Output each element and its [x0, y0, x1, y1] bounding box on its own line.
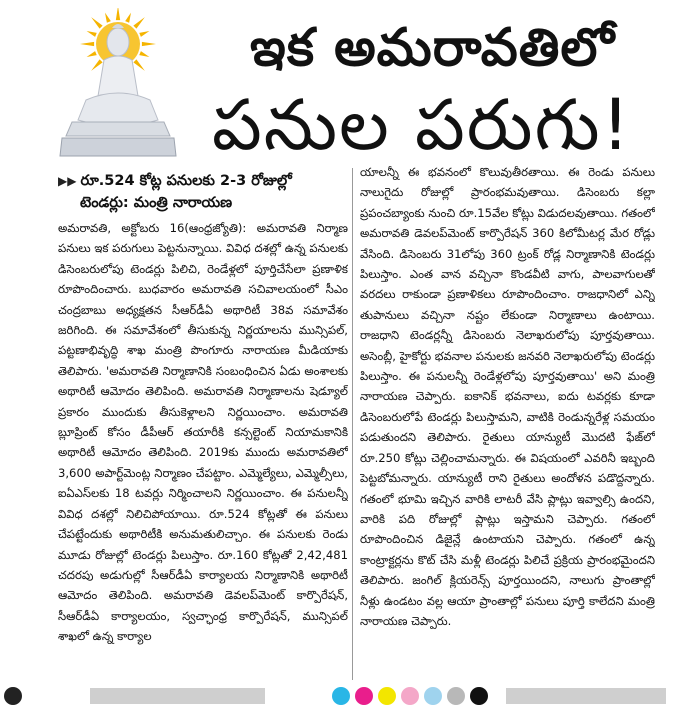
column-divider	[352, 168, 353, 680]
subheadline	[58, 170, 348, 214]
registration-dot	[470, 687, 488, 705]
registration-dot	[424, 687, 442, 705]
article-column-left: అమరావతి, అక్టోబరు 16(ఆంధ్రజ్యోతి): అమరావతి నిర్మాణ పనులు ఇక పరుగులు పెట్టనున్నాయి. వివిధ దశల్లో ఉన్న పనులకు డిసెంబరులోపు టెండర్లు పిలిచి, రెండేళ్లలో పూర్తిచేసేలా ప్రణాళిక రూపొందించారు. బుధవారం అమరావతి సచివాలయంలో సీఎం చంద్రబాబు అధ్యక్షతన సీఆర్‌డీఏ అథారిటీ 38వ సమావేశం జరిగింది. ఈ సమావేశంలో తీసుకున్న నిర్ణయాలను మున్సిపల్, పట్టణాభివృద్ధి శాఖ మంత్రి పొంగూరు నారాయణ మీడియాకు తెలిపారు. 'అమరావతి నిర్మాణానికి సంబంధించిన ఏడు అంశాలకు అథారిటీ ఆమోదం తెలిపింది. అమరావతి నిర్మాణాలను షెడ్యూల్ ప్రకారం ముందుకు తీసుకెళ్లాలని నిర్ణయించాం. అమరావతి బ్లూప్రింట్ కోసం డీపీఆర్ తయారీకి కన్సల్టెంట్ నియామకానికి అథారిటీ ఆమోదం తెలిపింది. 2019కు ముందు అమరావతిలో 3,600 అపార్ట్‌మెంట్ల నిర్మాణం చేపట్టాం. ఎమ్మెల్యేలు, ఎమ్మెల్సీలు, ఐఏఎస్‌లకు 18 టవర్లు నిర్మించాలని నిర్ణయించాం. ఈ పనులన్నీ వివిధ దశల్లో నిలిచిపోయాయి. రూ.524 కోట్లతో ఈ పనులు చేపట్టేందుకు అథారిటీకి అనుమతులిచ్చాం. ఈ పనులకు రెండు మూడు రోజుల్లో టెండర్లు పిలుస్తాం. రూ.160 కోట్లతో 2,42,481 చదరపు అడుగుల్లో సీఆర్‌డీఏ కార్యాలయ నిర్మాణానికి అథారిటీ ఆమోదం తెలిపింది. అమరావతి డెవలప్‌మెంట్ కార్పొరేషన్, సీఆర్‌డీఏ కార్యాలయం, స్వచ్ఛాంధ్ర కార్పొరేషన్, మున్సిపల్ శాఖలో ఉన్న కార్యాల	[58, 221, 348, 644]
subheadline-line-1: రూ.524 కోట్ల పనులకు 2-3 రోజుల్లో	[80, 173, 292, 189]
headline-line-2: పనుల పరుగు!	[212, 84, 632, 166]
registration-dot	[332, 687, 350, 705]
registration-bar	[506, 688, 666, 704]
print-registration-strip	[0, 680, 675, 712]
subheadline-line-2: టెండర్లు: మంత్రి నారాయణ	[80, 195, 233, 211]
double-chevron-icon: ▶▶	[58, 174, 77, 188]
registration-dot	[4, 687, 22, 705]
headline-line-1: ఇక అమరావతిలో	[250, 18, 615, 78]
registration-dot	[378, 687, 396, 705]
article-column-right: యాలన్నీ ఈ భవనంలో కొలువుతీరతాయి. ఈ రెండు పనులు నాలుగైదు రోజుల్లో ప్రారంభమవుతాయి. డిసెంబరు కల్లా ప్రపంచబ్యాంకు నుంచి రూ.15వేల కోట్లు విడుదలవుతాయి. గతంలో అమరావతి డెవలప్‌మెంట్ కార్పొరేషన్ 360 కిలోమీటర్ల మేర రోడ్లు వేసింది. డిసెంబరు 31లోపు 360 ట్రంక్ రోడ్ల నిర్మాణానికి టెండర్లు పిలుస్తాం. ఎంత వాన వచ్చినా కొండవీటి వాగు, పాలవాగులతో వరదలు రాకుండా ప్రణాళికలు రూపొందించాం. రాజధానిలో ఎన్ని తుపానులు వచ్చినా నష్టం లేకుండా నిర్మాణాలు ఉంటాయి. రాజధాని టెండర్లన్నీ డిసెంబరు నెలాఖరులోపు పూర్తవుతాయి. అసెంబ్లీ, హైకోర్టు భవనాల పనులకు జనవరి నెలాఖరులోపు టెండర్లు పిలుస్తాం. ఈ పనులన్నీ రెండేళ్లలోపు పూర్తవుతాయి' అని మంత్రి నారాయణ చెప్పారు. ఐకానిక్ భవనాలు, ఐదు టవర్లకు కూడా డిసెంబరులోపే టెండర్లు పిలుస్తామని, వాటికి రెండున్నరేళ్ల సమయం పడుతుందని తెలిపారు. రైతులు యాన్యుటీ మొదటి ఫేజ్‌లో రూ.250 కోట్లు చెల్లించామన్నారు. ఈ విషయంలో ఎవరినీ ఇబ్బంది పెట్టబోమన్నారు. యాన్యుటీ రాని రైతులు అందోళన పడొద్దన్నారు. గతంలో భూమి ఇచ్చిన వారికి లాటరీ వేసి ప్లాట్లు ఇవ్వాల్సి ఉందని, వారికి పది రోజుల్లో ప్లాట్లు ఇస్తామని చెప్పారు. గతంలో రూపొందించిన డిజైన్లే ఉంటాయని చెప్పారు. గతంలో ఉన్న కాంట్రాక్టర్లను కొట్ చేసి మళ్లీ టెండర్లు పిలిచే ప్రక్రియ ప్రారంభమైందని తెలిపారు. జంగిల్ క్లియరెన్స్ పూర్తయిందని, నాలుగు ప్రాంతాల్లో నీళ్లు ఉండటం వల్ల ఆయా ప్రాంతాల్లో పనులు పూర్తి కాలేదని మంత్రి నారాయణ చెప్పారు.	[360, 165, 655, 628]
registration-dot	[401, 687, 419, 705]
registration-bar	[90, 688, 265, 704]
registration-dot	[355, 687, 373, 705]
article-header	[0, 0, 675, 166]
registration-dot	[447, 687, 465, 705]
buddha-statue-icon	[58, 8, 178, 160]
